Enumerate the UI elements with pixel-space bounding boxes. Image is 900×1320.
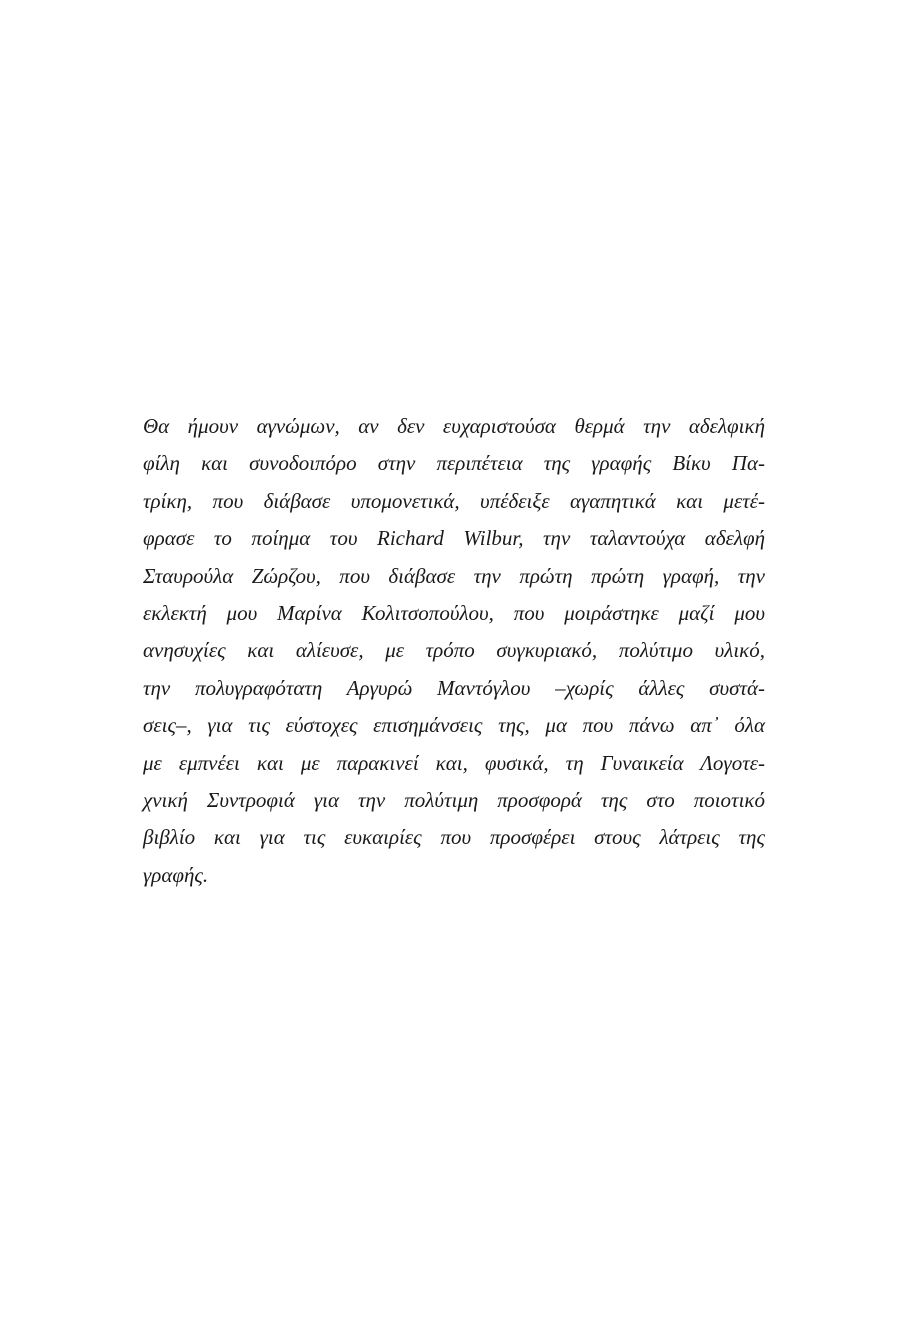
paragraph-line: Θα ήμουν αγνώμων, αν δεν ευχαριστούσα θερμά την αδελφική (143, 414, 765, 438)
paragraph-line: Σταυρούλα Ζώρζου, που διάβασε την πρώτη πρώτη γραφή, την (143, 563, 765, 588)
paragraph-line-last: γραφής. (143, 862, 209, 887)
paragraph-line: φρασε το ποίημα του Richard Wilbur, την ταλαντούχα αδελφή (143, 526, 765, 551)
paragraph-line: σεις–, για τις εύστοχες επισημάνσεις της, μα που πάνω απ᾽ όλα (143, 713, 765, 738)
paragraph-line: την πολυγραφότατη Αργυρώ Μαντόγλου –χωρίς άλλες συστά- (143, 675, 765, 700)
acknowledgement-paragraph (143, 408, 765, 894)
paragraph-line: με εμπνέει και με παρακινεί και, φυσικά, τη Γυναικεία Λογοτε- (143, 750, 765, 775)
paragraph-line: τρίκη, που διάβασε υπομονετικά, υπέδειξε αγαπητικά και μετέ- (143, 488, 765, 513)
paragraph-line: χνική Συντροφιά για την πολύτιμη προσφορά της στο ποιοτικό (143, 787, 765, 812)
paragraph-line: φίλη και συνοδοιπόρο στην περιπέτεια της γραφής Βίκυ Πα- (143, 451, 765, 476)
paragraph-line: ανησυχίες και αλίευσε, με τρόπο συγκυριακό, πολύτιμο υλικό, (143, 638, 765, 663)
paragraph-line: εκλεκτή μου Μαρίνα Κολιτσοπούλου, που μοιράστηκε μαζί μου (143, 600, 765, 625)
paragraph-line: βιβλίο και για τις ευκαιρίες που προσφέρει στους λάτρεις της (143, 825, 765, 850)
